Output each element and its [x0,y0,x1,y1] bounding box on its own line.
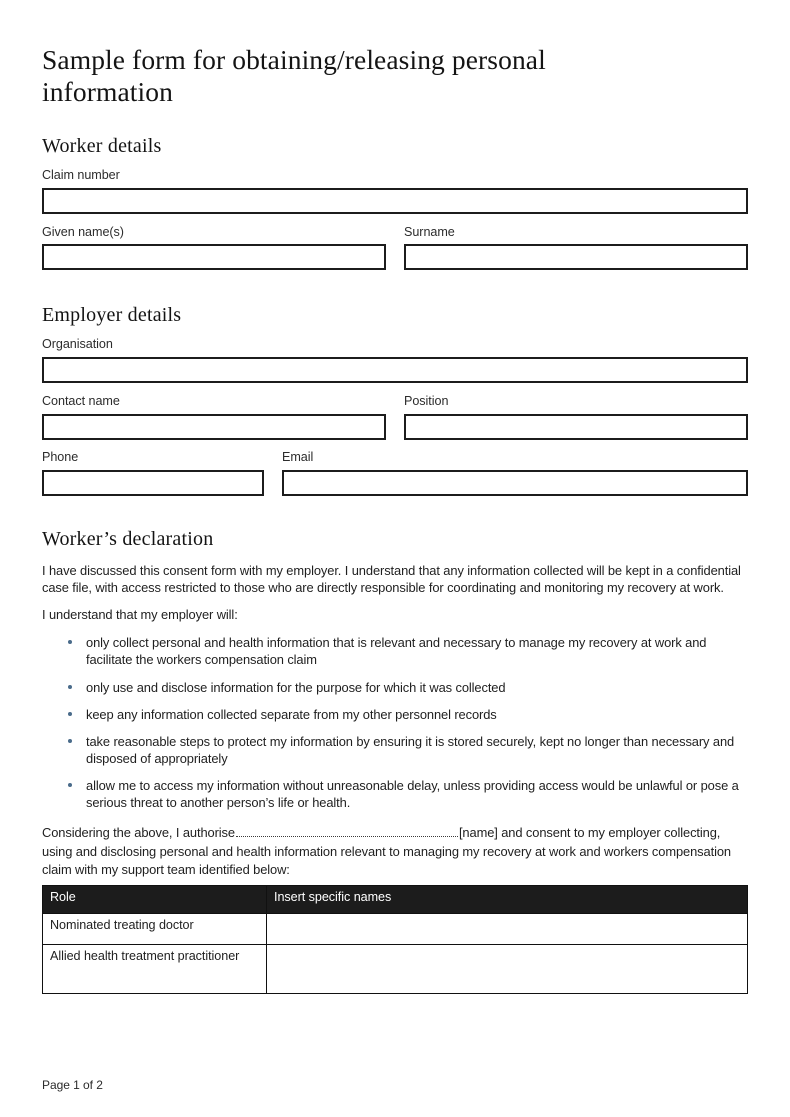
table-header-row [43,885,748,913]
claim-number-input[interactable] [42,188,748,214]
declaration-bullet-list [42,634,748,811]
field-group-organisation [42,337,748,383]
declaration-lead-in-text: I understand that my employer will: [42,606,238,622]
section-heading-workers-declaration: Worker’s declaration [42,527,214,550]
field-group-contact-name [42,394,386,440]
consent-text-before-blank: Considering the above, I authorise [42,825,235,841]
table-row [43,944,748,993]
label-email: Email [282,449,314,464]
section-heading-worker-details: Worker details [42,134,162,157]
page-title: Sample form for obtaining/releasing personal information [42,44,546,108]
phone-input[interactable] [42,470,264,496]
label-surname: Surname [404,224,455,239]
label-given-names: Given name(s) [42,224,124,239]
column-gap [386,394,404,440]
field-group-given-names [42,225,386,271]
cell-names-nominated-treating-doctor[interactable] [267,913,748,944]
list-item [42,706,748,723]
label-contact-name: Contact name [42,394,120,409]
field-row-contact [42,394,748,440]
bullet-icon [68,685,72,689]
consent-text-after-blank: [name] and consent to my employer collecting, using and disclosing personal and health information relevant to managing my recovery at work and workers compensation claim with my support team identified below: [42,825,731,877]
label-claim-number: Claim number [42,167,120,182]
list-item [42,634,748,668]
field-group-claim-number [42,168,748,214]
field-group-email [282,450,748,496]
section-heading-employer-details: Employer details [42,304,182,327]
list-item [42,679,748,696]
cell-role-nominated-treating-doctor: Nominated treating doctor [43,913,267,944]
list-item-text: only use and disclose information for the purpose for which it was collected [86,679,506,695]
consent-paragraph [42,824,748,878]
organisation-input[interactable] [42,357,748,383]
cell-role-allied-health-practitioner: Allied health treatment practitioner [43,944,267,993]
field-row-contact-methods [42,450,748,496]
support-team-table [42,885,748,994]
label-position: Position [404,394,449,409]
list-item [42,777,748,811]
column-header-insert-specific-names: Insert specific names [267,885,748,913]
column-gap [386,225,404,271]
email-input[interactable] [282,470,748,496]
field-row-name [42,225,748,271]
table-row [43,913,748,944]
given-names-input[interactable] [42,244,386,270]
document-content [42,44,748,994]
page-number-footer: Page 1 of 2 [42,1078,103,1092]
field-group-surname [404,225,748,271]
list-item [42,733,748,767]
bullet-icon [68,783,72,787]
column-gap [264,450,282,496]
declaration-intro-text: I have discussed this consent form with my employer. I understand that any information collected will be kept in a confidential case file, with access restricted to those who are directly responsible for coordinating and monitoring my recovery at work. [42,562,741,596]
cell-names-allied-health-practitioner[interactable] [267,944,748,993]
label-organisation: Organisation [42,337,113,352]
position-input[interactable] [404,414,748,440]
field-group-phone [42,450,264,496]
list-item-text: only collect personal and health information that is relevant and necessary to manage my recovery at work and facilitate the workers compensation claim [86,635,707,668]
authorised-name-blank[interactable] [236,824,458,837]
contact-name-input[interactable] [42,414,386,440]
bullet-icon [68,712,72,716]
list-item-text: take reasonable steps to protect my information by ensuring it is stored securely, kept no longer than necessary and disposed of appropriately [86,733,735,766]
bullet-icon [68,739,72,743]
list-item-text: keep any information collected separate from my other personnel records [86,706,497,722]
list-item-text: allow me to access my information without unreasonable delay, unless providing access would be unlawful or pose a serious threat to another person’s life or health. [86,778,739,811]
label-phone: Phone [42,449,79,464]
column-header-role: Role [43,885,267,913]
field-group-position [404,394,748,440]
surname-input[interactable] [404,244,748,270]
bullet-icon [68,640,72,644]
